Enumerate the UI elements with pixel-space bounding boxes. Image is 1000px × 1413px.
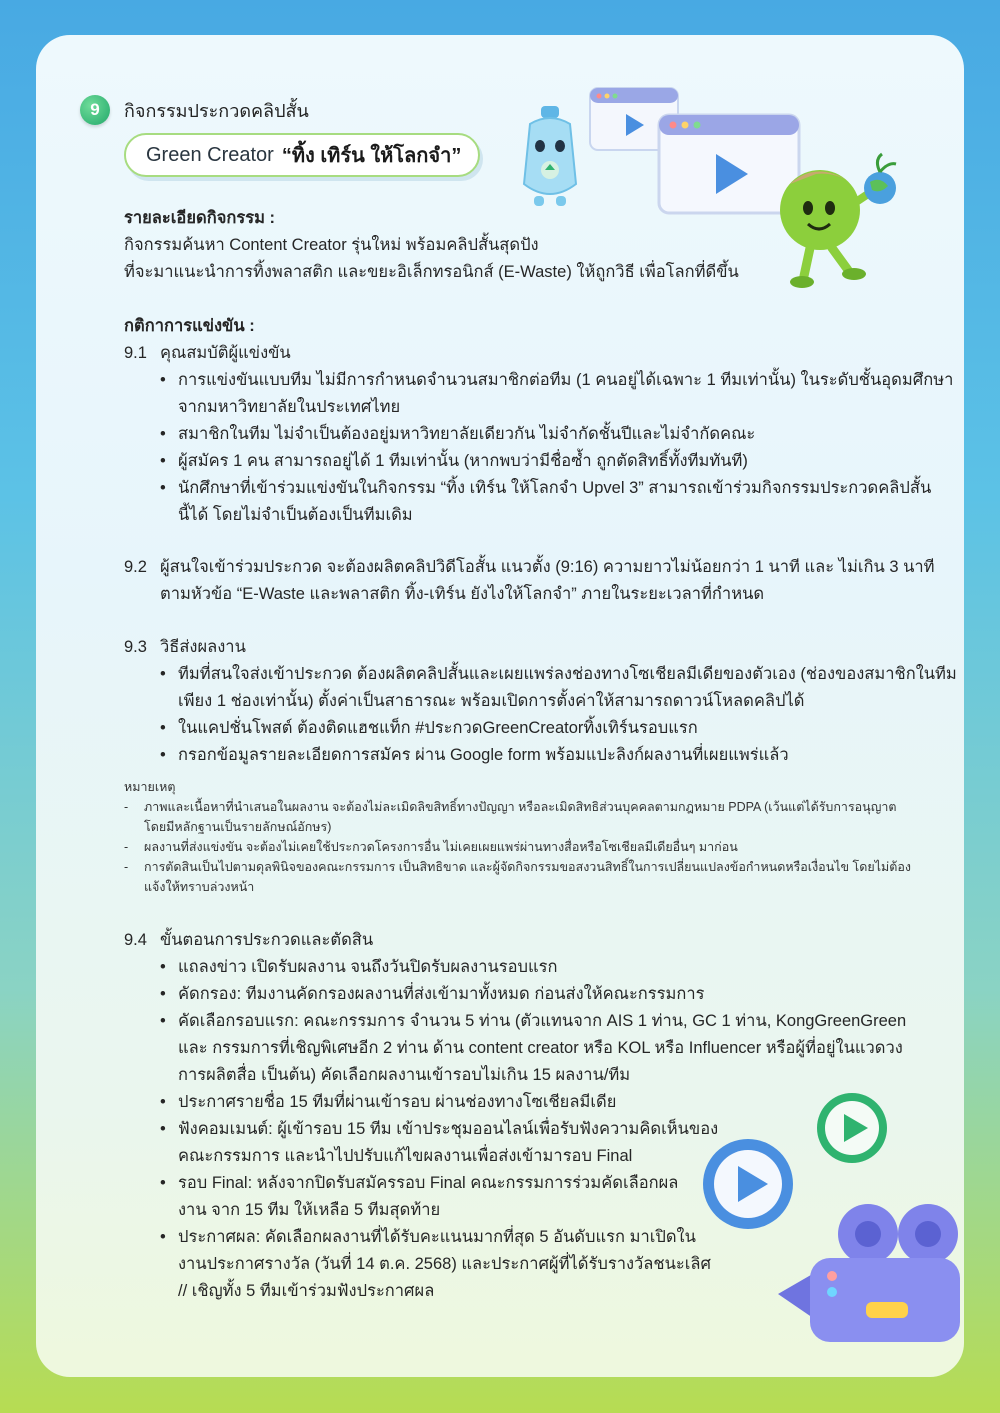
list-item <box>124 742 914 769</box>
list-item-text: • การแข่งขันแบบทีม ไม่มีการกำหนดจำนวนสมาชิกต่อทีม (1 คนอยู่ได้เฉพาะ 1 ทีมเท่านั้น) ในระดับชั้นอุดมศึกษา <box>178 371 954 389</box>
list-item-text: คณะกรรมการ และนำไปปรับแก้ไขผลงานเพื่อส่งเข้ามารอบ Final <box>178 1147 633 1165</box>
list-item-text: งาน จาก 15 ทีม ให้เหลือ 5 ทีมสุดท้าย <box>178 1201 441 1219</box>
subsection-title: คุณสมบัติผู้แข่งขัน <box>160 344 291 362</box>
list-item-text: งานประกาศรางวัล (วันที่ 14 ต.ค. 2568) และประกาศผู้ที่ได้รับรางวัลชนะเลิศ <box>178 1255 711 1273</box>
list-item-text: จากมหาวิทยาลัยในประเทศไทย <box>178 398 401 416</box>
list-item-text: เพียง 1 ช่องเท่านั้น) ตั้งค่าเป็นสาธารณะ พร้อมเปิดการตั้งค่าให้สามารถดาวน์โหลดคลิปได้ <box>178 692 805 710</box>
list-item-text: • แถลงข่าว เปิดรับผลงาน จนถึงวันปิดรับผลงานรอบแรก <box>178 958 558 976</box>
remark-item <box>124 837 914 857</box>
subsection-number: 9.3 <box>124 638 147 656</box>
list-item-text: • ฟังคอมเมนต์: ผู้เข้ารอบ 15 ทีม เข้าประชุมออนไลน์เพื่อรับฟังความคิดเห็นของ <box>178 1120 719 1138</box>
list-item <box>124 367 954 421</box>
list-item-text: • คัดกรอง: ทีมงานคัดกรองผลงานที่ส่งเข้ามาทั้งหมด ก่อนส่งให้คณะกรรมการ <box>178 985 705 1003</box>
list-item <box>124 1089 914 1116</box>
subsection-9-2 <box>124 554 935 608</box>
remark-text: - การตัดสินเป็นไปตามดุลพินิจของคณะกรรมการ เป็นสิทธิขาด และผู้จัดกิจกรรมขอสงวนสิทธิ์ในการเปลี่ยนแปลงข้อกำหนดหรือเงื่อนไข โดยไม่ต้อง <box>144 860 911 874</box>
activity-details <box>124 205 914 286</box>
subsection-title: วิธีส่งผลงาน <box>160 638 246 656</box>
subsection-text: ผู้สนใจเข้าร่วมประกวด จะต้องผลิตคลิปวิดีโอสั้น แนวตั้ง (9:16) ความยาวไม่น้อยกว่า 1 นาที และ ไม่เกิน 3 นาที <box>160 558 935 576</box>
eligibility-list <box>124 367 954 529</box>
remark-text: - ภาพและเนื้อหาที่นำเสนอในผลงาน จะต้องไม่ละเมิดลิขสิทธิ์ทางปัญญา หรือละเมิดสิทธิส่วนบุคคลตามกฎหมาย PDPA (เว้นแต่ได้รับการอนุญาต <box>144 800 897 814</box>
list-item-text: • ประกาศรายชื่อ 15 ทีมที่ผ่านเข้ารอบ ผ่านช่องทางโซเชียลมีเดีย <box>178 1093 617 1111</box>
list-item <box>124 448 914 475</box>
section-header <box>80 95 309 125</box>
subsection-number: 9.2 <box>124 558 147 576</box>
competition-rules <box>124 313 954 529</box>
campaign-slogan: “ทิ้ง เทิร์น ให้โลกจำ” <box>281 145 462 167</box>
details-heading: รายละเอียดกิจกรรม : <box>124 209 276 227</box>
remark-item <box>124 797 914 837</box>
subsection-number: 9.1 <box>124 344 147 362</box>
list-item-text: • ประกาศผล: คัดเลือกผลงานที่ได้รับคะแนนมากที่สุด 5 อันดับแรก มาเปิดใน <box>178 1228 696 1246</box>
list-item-text: และ กรรมการที่เชิญพิเศษอีก 2 ท่าน ด้าน content creator หรือ KOL หรือ Influencer หรือผู้ที่อยู่ในแวดวง <box>178 1039 903 1057</box>
remark-text: โดยมีหลักฐานเป็นรายลักษณ์อักษร) <box>144 820 332 834</box>
list-item-text: การผลิตสื่อ เป็นต้น) คัดเลือกผลงานเข้ารอบไม่เกิน 15 ผลงาน/ทีม <box>178 1066 631 1084</box>
list-item <box>124 475 932 529</box>
list-item <box>124 715 914 742</box>
list-item <box>124 1008 914 1089</box>
list-item-text: • ผู้สมัคร 1 คน สามารถอยู่ได้ 1 ทีมเท่านั้น (หากพบว่ามีชื่อซ้ำ ถูกตัดสิทธิ์ทั้งทีมทันที) <box>178 452 748 470</box>
details-line: ที่จะมาแนะนำการทิ้งพลาสติก และขยะอิเล็กทรอนิกส์ (E-Waste) ให้ถูกวิธี เพื่อโลกที่ดีขึ้น <box>124 263 739 281</box>
rules-heading: กติกาการแข่งขัน : <box>124 317 255 335</box>
list-item <box>124 421 914 448</box>
remarks-heading: หมายเหตุ <box>124 780 176 794</box>
subsection-9-1 <box>124 340 914 367</box>
campaign-title-pill <box>124 133 480 177</box>
remark-item <box>124 857 914 897</box>
remark-text: - ผลงานที่ส่งแข่งขัน จะต้องไม่เคยใช้ประกวดโครงการอื่น ไม่เคยเผยแพร่ผ่านทางสื่อหรือโซเชียลมีเดียอื่นๆ มาก่อน <box>144 840 738 854</box>
remarks <box>124 777 914 897</box>
submission-list <box>124 661 957 769</box>
list-item-text: // เชิญทั้ง 5 ทีมเข้าร่วมฟังประกาศผล <box>178 1282 435 1300</box>
section-title: กิจกรรมประกวดคลิปสั้น <box>124 100 309 121</box>
list-item <box>124 954 914 981</box>
recycle-bottle-mascot <box>514 104 586 210</box>
details-line: กิจกรรมค้นหา Content Creator รุ่นใหม่ พร้อมคลิปสั้นสุดปัง <box>124 236 539 254</box>
list-item-text: • ทีมที่สนใจส่งเข้าประกวด ต้องผลิตคลิปสั้นและเผยแพร่ลงช่องทางโซเชียลมีเดียของตัวเอง (ช่องของสมาชิกในทีม <box>178 665 957 683</box>
subsection-title: ขั้นตอนการประกวดและตัดสิน <box>160 931 374 949</box>
subsection-number: 9.4 <box>124 931 147 949</box>
remark-text: แจ้งให้ทราบล่วงหน้า <box>144 880 255 894</box>
list-item-text: • นักศึกษาที่เข้าร่วมแข่งขันในกิจกรรม “ทิ้ง เทิร์น ให้โลกจำ Upvel 3” สามารถเข้าร่วมกิจกรรมประกวดคลิปสั้น <box>178 479 932 497</box>
video-camera-icon <box>776 1198 966 1348</box>
subsection-text: ตามหัวข้อ “E-Waste และพลาสติก ทิ้ง-เทิร์น ยังไงให้โลกจำ” ภายในระยะเวลาที่กำหนด <box>160 585 765 603</box>
list-item-text: นี้ได้ โดยไม่จำเป็นต้องเป็นทีมเดิม <box>178 506 413 524</box>
campaign-name: Green Creator <box>146 143 274 166</box>
play-button-icon <box>814 1090 890 1166</box>
subsection-9-3 <box>124 634 957 769</box>
list-item-text: • ในแคปชั่นโพสต์ ต้องติดแฮชแท็ก #ประกวดGreenCreatorทิ้งเทิร์นรอบแรก <box>178 719 698 737</box>
list-item-text: • กรอกข้อมูลรายละเอียดการสมัคร ผ่าน Google form พร้อมแปะลิงก์ผลงานที่เผยแพร่แล้ว <box>178 746 789 764</box>
list-item <box>124 981 914 1008</box>
list-item-text: • สมาชิกในทีม ไม่จำเป็นต้องอยู่มหาวิทยาลัยเดียวกัน ไม่จำกัดชั้นปีและไม่จำกัดคณะ <box>178 425 756 443</box>
list-item <box>124 661 957 715</box>
list-item-text: • รอบ Final: หลังจากปิดรับสมัครรอบ Final คณะกรรมการร่วมคัดเลือกผล <box>178 1174 679 1192</box>
section-number-badge: 9 <box>80 95 110 125</box>
list-item-text: • คัดเลือกรอบแรก: คณะกรรมการ จำนวน 5 ท่าน (ตัวแทนจาก AIS 1 ท่าน, GC 1 ท่าน, KongGreenGreen <box>178 1012 907 1030</box>
